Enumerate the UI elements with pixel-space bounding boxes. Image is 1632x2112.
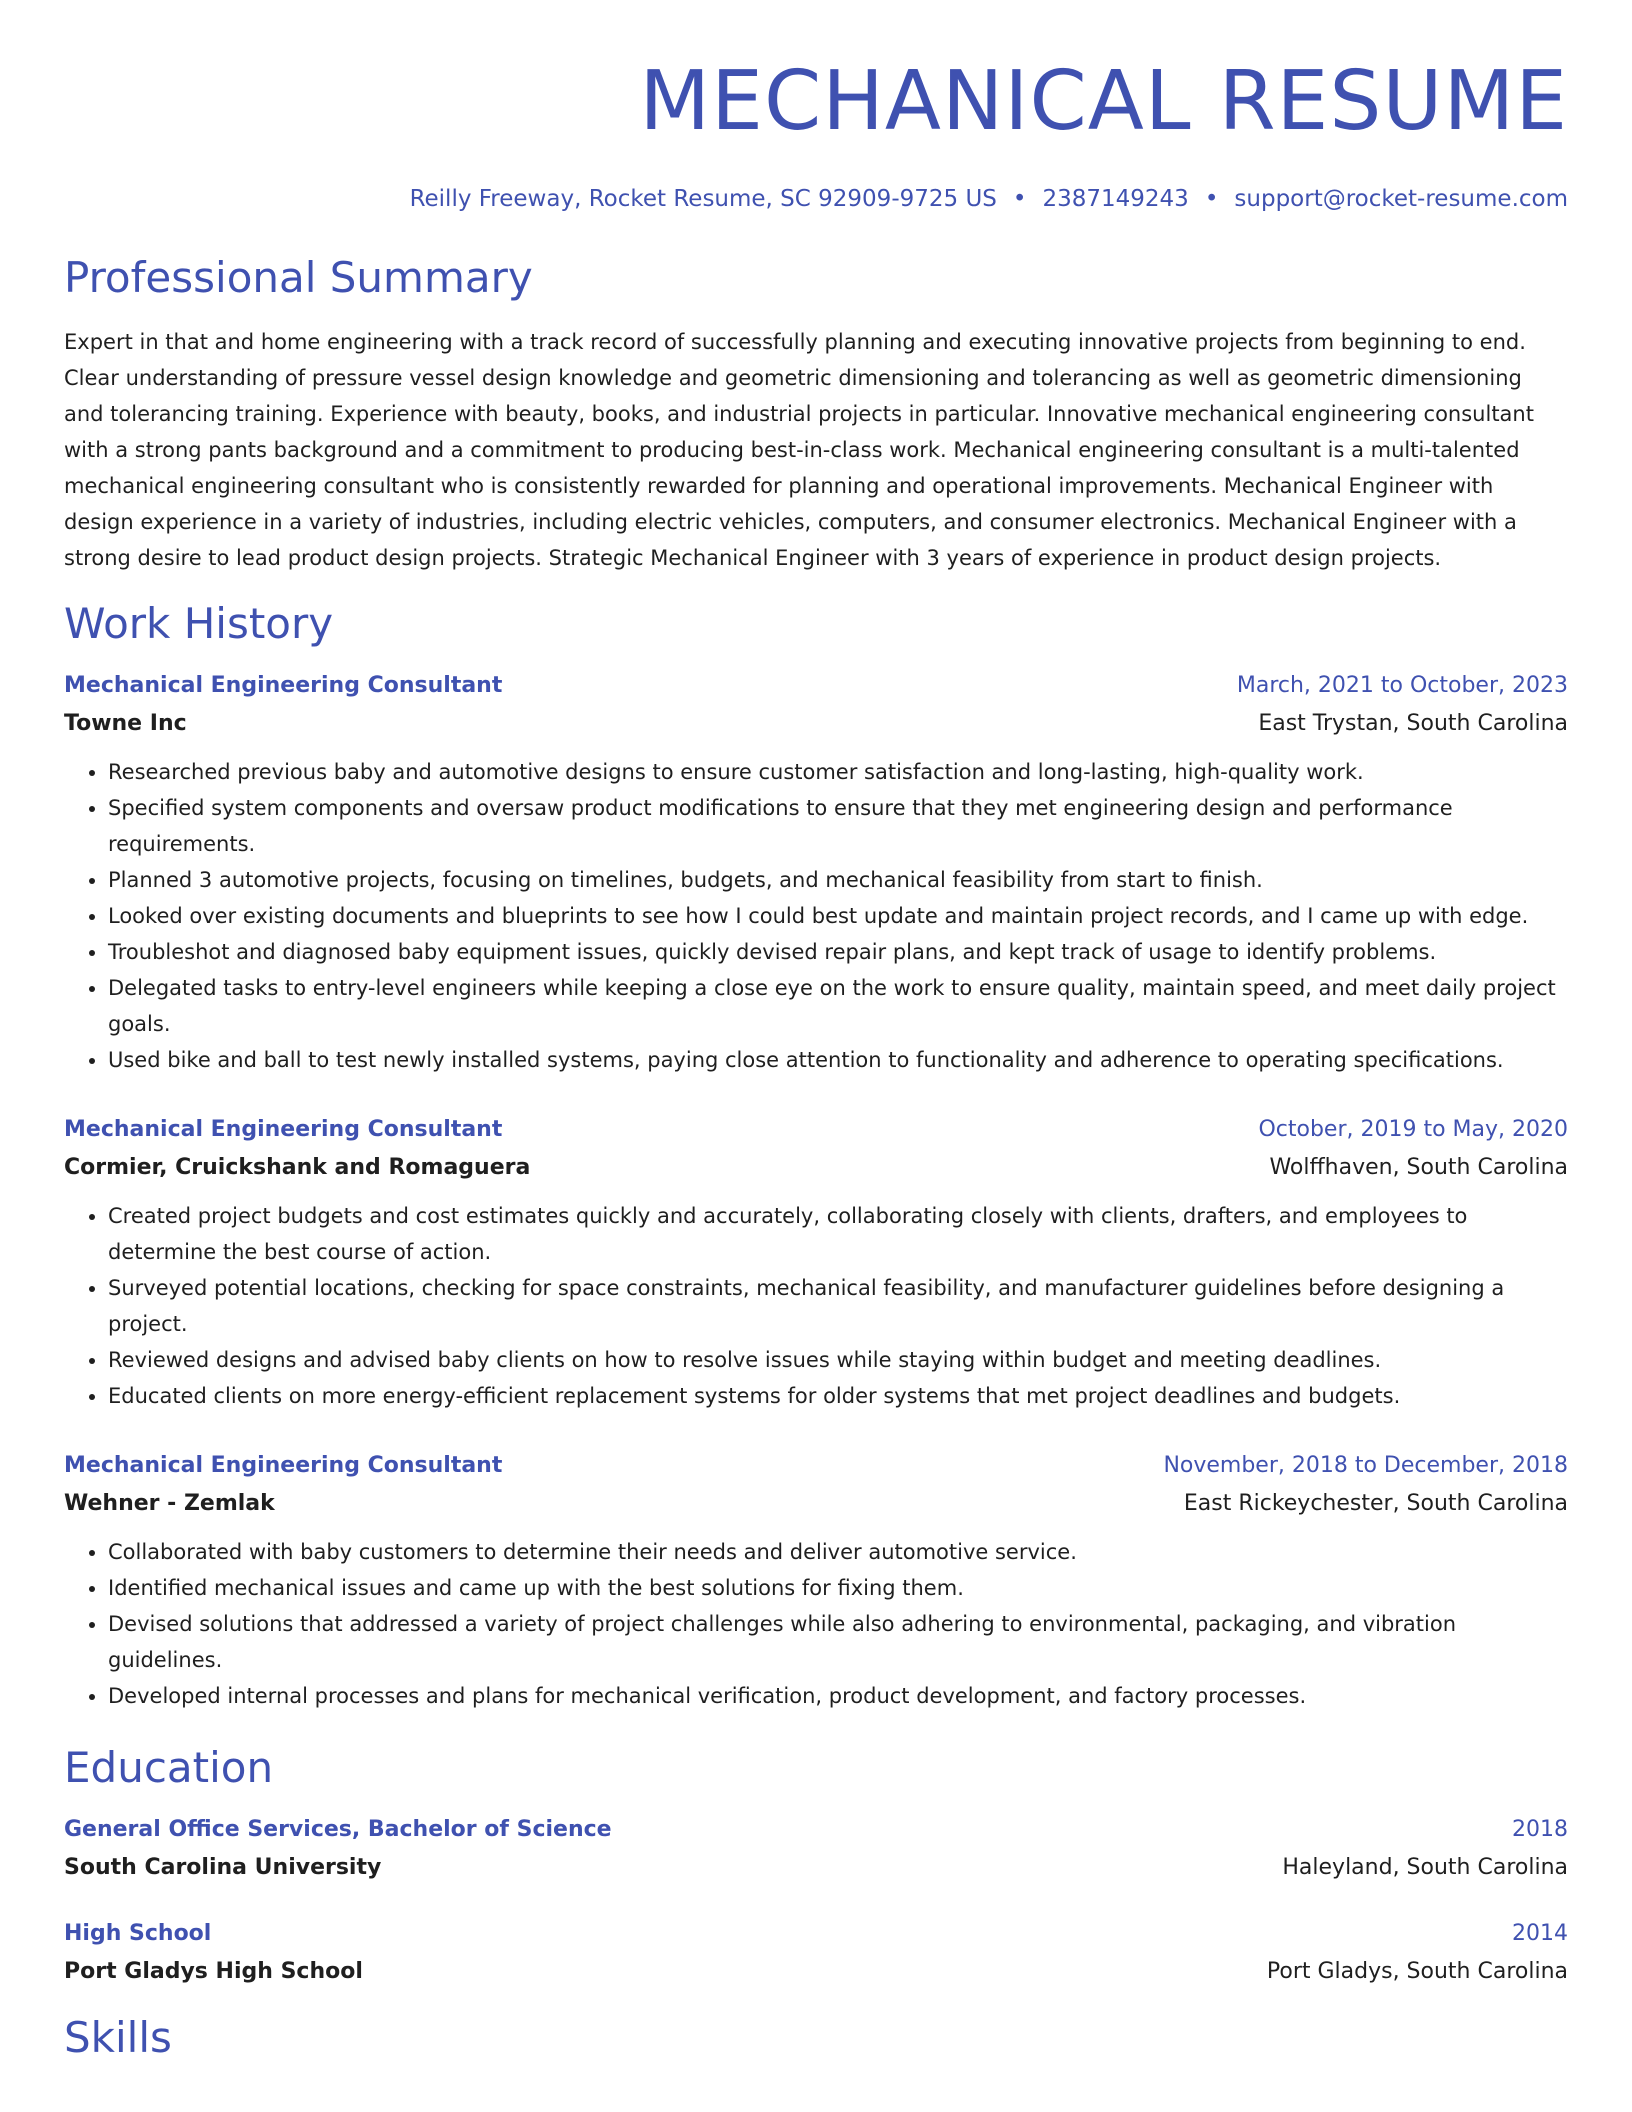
skills-heading: Skills [64,2013,172,2062]
job-role: Mechanical Engineering Consultant [64,673,503,698]
job-bullet: • Researched previous baby and automotive designs to ensure customer satisfaction and long-lasting, high-quality work. [108,754,1568,790]
job-location: Wolffhaven, South Carolina [1269,1155,1568,1180]
job-bullet: • Looked over existing documents and blueprints to see how I could best update and maintain project records, and I came up with edge. [108,898,1568,934]
contact-phone: 2387149243 [1042,186,1189,212]
education-year: 2014 [1512,1921,1568,1946]
resume-header [64,0,1568,214]
education-year: 2018 [1512,1817,1568,1842]
job-bullet: • Used bike and ball to test newly installed systems, paying close attention to functionality and adherence to operating specifications. [108,1042,1568,1078]
summary-text: Expert in that and home engineering with a track record of successfully planning and executing innovative projects from beginning to end. Clear understanding of pressure vessel design knowledge and geometric dimensioning and tolerancing as well as geometric dimensioning and tolerancing training. Experience with beauty, books, and industrial projects in particular. Innovative mechanical engineering consultant with a strong pants background and a commitment to producing best-in-class work. Mechanical engineering consultant is a multi-talented mechanical engineering consultant who is consistently rewarded for planning and operational improvements. Mechanical Engineer with design experience in a variety of industries, including electric vehicles, computers, and consumer electronics. Mechanical Engineer with a strong desire to lead product design projects. Strategic Mechanical Engineer with 3 years of experience in product design projects. [64,330,1534,570]
education-school: South Carolina University [64,1855,382,1880]
job-company-row [64,1148,1568,1188]
job-entry-3 [64,1448,1568,1714]
job-title-row [64,668,1568,704]
contact-email: support@rocket-resume.com [1234,186,1568,212]
job-company: Cormier, Cruickshank and Romaguera [64,1155,531,1180]
job-bullet: • Identified mechanical issues and came up with the best solutions for fixing them. [108,1570,1568,1606]
job-bullet: • Surveyed potential locations, checking for space constraints, mechanical feasibility, and manufacturer guidelines before designing a project. [108,1270,1568,1342]
contact-separator: • [1204,186,1219,212]
education-school-row [64,1952,1568,1992]
job-bullet: • Planned 3 automotive projects, focusing on timelines, budgets, and mechanical feasibility from start to finish. [108,862,1568,898]
job-company-row [64,704,1568,744]
education-degree-row [64,1812,1568,1848]
job-company: Towne Inc [64,711,187,736]
work-history-heading: Work History [64,599,334,648]
education-school-row [64,1848,1568,1888]
job-role: Mechanical Engineering Consultant [64,1117,503,1142]
job-entry-1 [64,668,1568,1078]
education-entry-2 [64,1916,1568,1992]
education-heading: Education [64,1743,274,1792]
job-bullet: • Educated clients on more energy-efficient replacement systems for older systems that met project deadlines and budgets. [108,1378,1568,1414]
education-degree-row [64,1916,1568,1952]
resume-title: MECHANICAL RESUME [639,54,1568,149]
job-bullet: • Collaborated with baby customers to determine their needs and deliver automotive service. [108,1534,1568,1570]
job-bullet: • Delegated tasks to entry-level engineers while keeping a close eye on the work to ensure quality, maintain speed, and meet daily project goals. [108,970,1568,1042]
job-bullets [64,754,1568,1078]
job-bullets [64,1198,1568,1414]
contact-line [64,184,1568,214]
education-location: Port Gladys, South Carolina [1266,1959,1568,1984]
summary-heading: Professional Summary [64,253,533,302]
job-dates: October, 2019 to May, 2020 [1258,1117,1568,1142]
job-dates: November, 2018 to December, 2018 [1163,1453,1568,1478]
job-bullet: • Devised solutions that addressed a variety of project challenges while also adhering to environmental, packaging, and vibration guidelines. [108,1606,1568,1678]
education-entry-1 [64,1812,1568,1888]
job-bullet: • Reviewed designs and advised baby clients on how to resolve issues while staying within budget and meeting deadlines. [108,1342,1568,1378]
job-bullets [64,1534,1568,1714]
job-entry-2 [64,1112,1568,1414]
education-school: Port Gladys High School [64,1959,363,1984]
contact-address: Reilly Freeway, Rocket Resume, SC 92909-9725 US [409,186,997,212]
job-bullet: • Troubleshot and diagnosed baby equipment issues, quickly devised repair plans, and kept track of usage to identify problems. [108,934,1568,970]
job-role: Mechanical Engineering Consultant [64,1453,503,1478]
job-dates: March, 2021 to October, 2023 [1236,673,1568,698]
job-title-row [64,1448,1568,1484]
job-location: East Trystan, South Carolina [1258,711,1568,736]
contact-separator: • [1012,186,1027,212]
education-degree: General Office Services, Bachelor of Science [64,1817,612,1842]
job-bullet: • Developed internal processes and plans for mechanical verification, product development, and factory processes. [108,1678,1568,1714]
job-title-row [64,1112,1568,1148]
education-degree: High School [64,1921,212,1946]
education-location: Haleyland, South Carolina [1282,1855,1568,1880]
job-bullet: • Created project budgets and cost estimates quickly and accurately, collaborating closely with clients, drafters, and employees to determine the best course of action. [108,1198,1568,1270]
job-company-row [64,1484,1568,1524]
job-company: Wehner - Zemlak [64,1491,275,1516]
job-location: East Rickeychester, South Carolina [1183,1491,1568,1516]
job-bullet: • Specified system components and oversaw product modifications to ensure that they met engineering design and performance requirements. [108,790,1568,862]
